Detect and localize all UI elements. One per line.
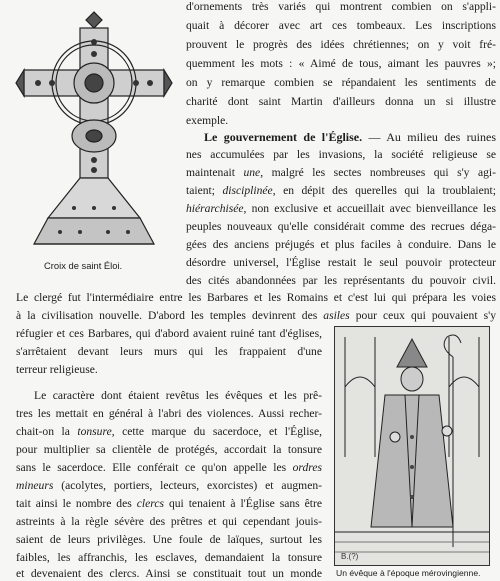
text-line: désordre universel, l'Église restait le seul pouvoir protecteur	[186, 256, 496, 269]
text-line: d'ornements très variés qui montrent combien on s'appli-	[186, 0, 496, 13]
text-run: tait ainsi le nombre des	[16, 497, 137, 510]
text-line: quemment les mots : « Aimé de tous, aimant les pauvres »;	[186, 57, 496, 70]
italic-term: tonsure	[77, 425, 112, 438]
text-run: , non exclusive et accueillait avec bienveillance les	[243, 202, 496, 215]
text-line: terreur religieuse.	[16, 363, 98, 376]
text-line: saient de leurs privilèges. Une foule de laïques, surtout les	[16, 533, 322, 546]
italic-term: disciplinée	[222, 184, 273, 197]
text-line	[16, 425, 322, 439]
text-run: chait-on la	[16, 425, 78, 438]
text-line: gées des anciens préjugés et plus faciles à conduire. Dans le	[186, 238, 496, 251]
right-figure-caption: Un évêque à l'époque mérovingienne.	[336, 568, 481, 578]
italic-term: ordres	[292, 461, 322, 474]
figure-signature: B.(?)	[341, 552, 359, 561]
bishop-drawing	[335, 327, 489, 565]
text-line: quait à décorer avec art ces tombeaux. Les inscriptions	[186, 19, 496, 32]
text-line: nes accumulées par les invasions, la société religieuse se	[186, 148, 496, 161]
text-line: peuples nouveaux qu'elle considérait comme des recrues déga-	[186, 220, 496, 233]
italic-term: asiles	[323, 309, 350, 322]
text-line: réfugier et ces Barbares, qui d'abord avaient ruiné tant d'églises,	[16, 327, 322, 340]
italic-term: une	[243, 166, 261, 179]
text-run: pour ceux qui pouvaient s'y	[349, 309, 496, 322]
text-line: astreints à la règle sévère des prêtres et qui cependant jouis-	[16, 515, 322, 528]
left-figure-caption: Croix de saint Éloi.	[44, 260, 123, 271]
text-line: charité dont saint Martin d'ailleurs donna un si illustre	[186, 95, 496, 108]
text-run: maintenait	[186, 166, 244, 179]
italic-term: mineurs	[16, 479, 54, 492]
bishop-illustration	[334, 326, 490, 566]
text-run: à la civilisation nouvelle. D'abord les temples devinrent des	[16, 309, 324, 322]
text-run: , en dépit des querelles qui la troublaient;	[272, 184, 496, 197]
text-line: des cités abandonnées par les représentants du pouvoir civil.	[186, 274, 496, 287]
text-run: taient;	[186, 184, 223, 197]
text-line: et devenaient des clercs. Ainsi se constituait tout un monde	[16, 567, 322, 580]
text-line	[16, 479, 322, 493]
text-line: Le caractère dont étaient revêtus les évêques et les prê-	[34, 389, 322, 402]
section-heading: Le gouvernement de l'Église.	[204, 130, 363, 144]
text-line	[16, 497, 322, 511]
text-run: , malgré les sectes nombreuses qui s'y agi-	[260, 166, 496, 179]
cross-illustration	[14, 8, 174, 260]
text-line	[186, 202, 496, 216]
text-line: tres les mettait en général à l'abri des violences. Aussi recher-	[16, 407, 322, 420]
text-line	[16, 309, 496, 323]
text-line: prouvent le progrès des idées chrétiennes; on y voit fré-	[186, 38, 496, 51]
text-line: exemple.	[186, 114, 229, 127]
text-run: sans le sacerdoce. Elle conférait ce qu'on appelle les	[16, 461, 293, 474]
text-line: s'arrêtaient devant leurs murs qui les frappaient d'une	[16, 345, 322, 358]
text-run: (acolytes, portiers, lecteurs, exorcistes) et augmen-	[53, 479, 322, 492]
text-line: Le clergé fut l'intermédiaire entre les Barbares et les Romains et c'est lui qui prépara les voies	[16, 291, 496, 304]
text-run: qui tenaient à l'Église sans être	[163, 497, 322, 510]
text-line: pour multiplier sa clientèle de protégés, accordait la tonsure	[16, 443, 322, 456]
text-line: faibles, les affranchis, les esclaves, demandaient la tonsure	[16, 551, 322, 564]
text-line	[186, 166, 496, 180]
italic-term: clercs	[136, 497, 164, 510]
italic-term: hiérarchisée	[186, 202, 244, 215]
heading-rest: — Au milieu des ruines	[362, 130, 496, 144]
cross-drawing	[14, 8, 174, 260]
heading-line	[204, 130, 496, 144]
text-run: , cette marque du sacerdoce, et l'Église,	[111, 425, 322, 438]
text-line	[16, 461, 322, 475]
text-line: on y remarque combien se répandaient les sentiments de	[186, 76, 496, 89]
text-line	[186, 184, 496, 198]
